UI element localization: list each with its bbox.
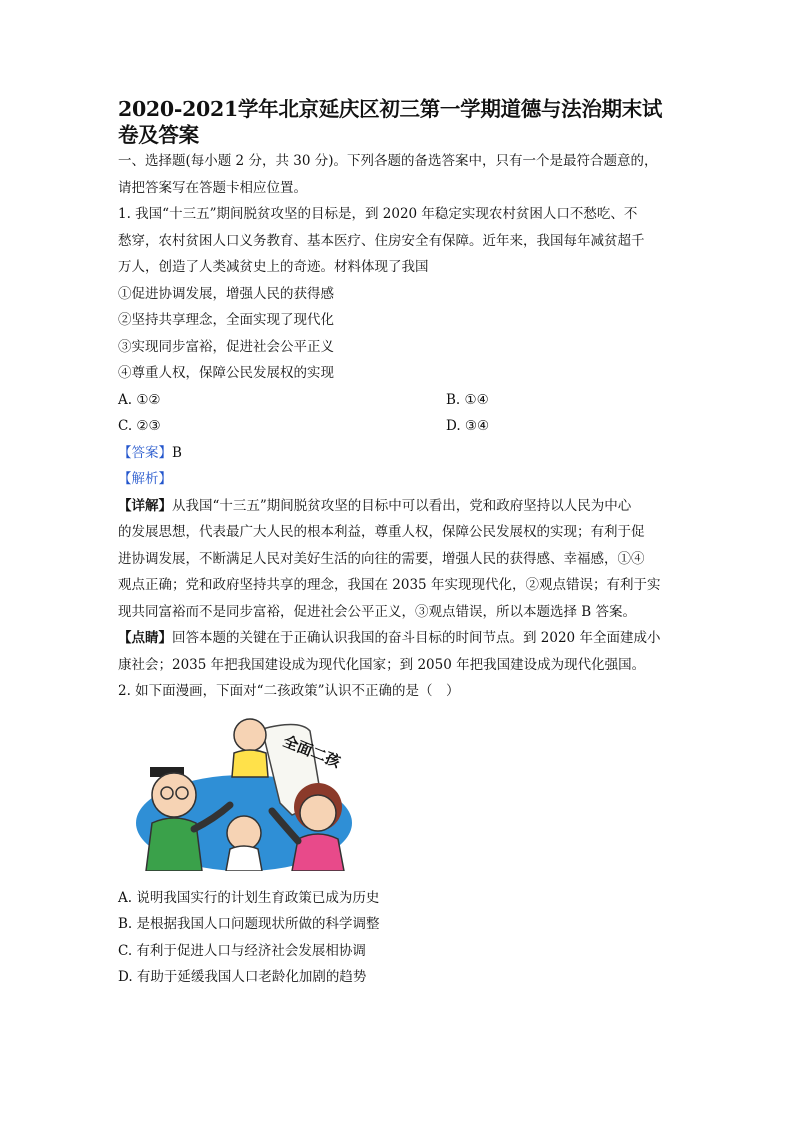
q1-comment-2: 康社会；2035 年把我国建设成为现代化国家；到 2050 年把我国建设成为现代化强国。 [118, 656, 646, 673]
q1-option-a: A. ①② [118, 391, 161, 408]
q1-detail-2: 的发展思想，代表最广大人民的根本利益，尊重人权，保障公民发展权的实现；有利于促 [118, 524, 645, 540]
q1-stem-1: 1. 我国“十三五”期间脱贫攻坚的目标是，到 2020 年稳定实现农村贫困人口不愁吃、不 [118, 206, 638, 222]
comment-text-1: 回答本题的关键在于正确认识我国的奋斗目标的时间节点。到 2020 年全面建成小 [172, 630, 661, 646]
child-body [226, 846, 262, 871]
mother-head [300, 795, 336, 831]
q1-detail-5: 现共同富裕而不是同步富裕，促进社会公平正义，③观点错误，所以本题选择 B 答案。 [118, 603, 637, 620]
q1-item-3: ③实现同步富裕，促进社会公平正义 [118, 338, 334, 355]
baby-body [232, 750, 268, 777]
comment-tag: 【点睛】 [118, 630, 172, 646]
section-instructions-1: 一、选择题(每小题 2 分，共 30 分)。下列各题的备选答案中，只有一个是最符合题意的， [118, 153, 658, 169]
q2-option-d: D. 有助于延缓我国人口老龄化加剧的趋势 [118, 969, 367, 985]
q1-comment-1 [118, 625, 678, 652]
q2-option-a: A. 说明我国实行的计划生育政策已成为历史 [118, 889, 380, 906]
q1-stem-2: 愁穿，农村贫困人口义务教育、基本医疗、住房安全有保障。近年来，我国每年减贫超千 [118, 232, 645, 249]
question-1 [118, 201, 678, 678]
title-line-1: 2020-2021学年北京延庆区初三第一学期道德与法治期末试 [118, 97, 663, 121]
q1-item-1: ①促进协调发展，增强人民的获得感 [118, 285, 334, 302]
detail-tag: 【详解】 [118, 497, 172, 514]
child-head [227, 816, 261, 850]
q1-analysis [118, 466, 678, 493]
q1-item-4: ④尊重人权，保障公民发展权的实现 [118, 365, 334, 381]
section-instructions-2: 请把答案写在答题卡相应位置。 [118, 179, 307, 196]
title-line-2: 卷及答案 [118, 123, 199, 147]
question-2 [118, 678, 678, 991]
q1-detail-1 [118, 493, 678, 520]
q1-option-d: D. ③④ [446, 418, 490, 434]
q1-item-2: ②坚持共享理念，全面实现了现代化 [118, 312, 334, 328]
analysis-tag: 【解析】 [118, 471, 172, 487]
q1-option-c: C. ②③ [118, 418, 161, 434]
q1-detail-3: 进协调发展，不断满足人民对美好生活的向往的需要，增强人民的获得感、幸福感，①④ [118, 550, 645, 567]
father-head [152, 773, 196, 817]
q1-answer [118, 440, 678, 467]
q1-detail-4: 观点正确；党和政府坚持共享的理念，我国在 2035 年实现现代化，②观点错误；有利于实 [118, 577, 661, 593]
family-cartoon-illustration [132, 711, 352, 871]
answer-tag: 【答案】 [118, 444, 172, 461]
q1-options [118, 387, 678, 440]
banner-text: 全面二孩 [280, 731, 343, 771]
answer-value: B [172, 444, 182, 461]
exam-page [118, 96, 678, 991]
q1-option-b: B. ①④ [446, 391, 489, 408]
baby-head [234, 719, 266, 751]
q2-option-c: C. 有利于促进人口与经济社会发展相协调 [118, 942, 366, 959]
q2-stem: 2. 如下面漫画，下面对“二孩政策”认识不正确的是（ ） [118, 683, 460, 699]
q2-option-b: B. 是根据我国人口问题现状所做的科学调整 [118, 916, 380, 932]
detail-text-1: 从我国“十三五”期间脱贫攻坚的目标中可以看出，党和政府坚持以人民为中心 [172, 497, 632, 514]
q1-stem-3: 万人，创造了人类减贫史上的奇迹。材料体现了我国 [118, 259, 429, 275]
page-title [118, 96, 678, 148]
